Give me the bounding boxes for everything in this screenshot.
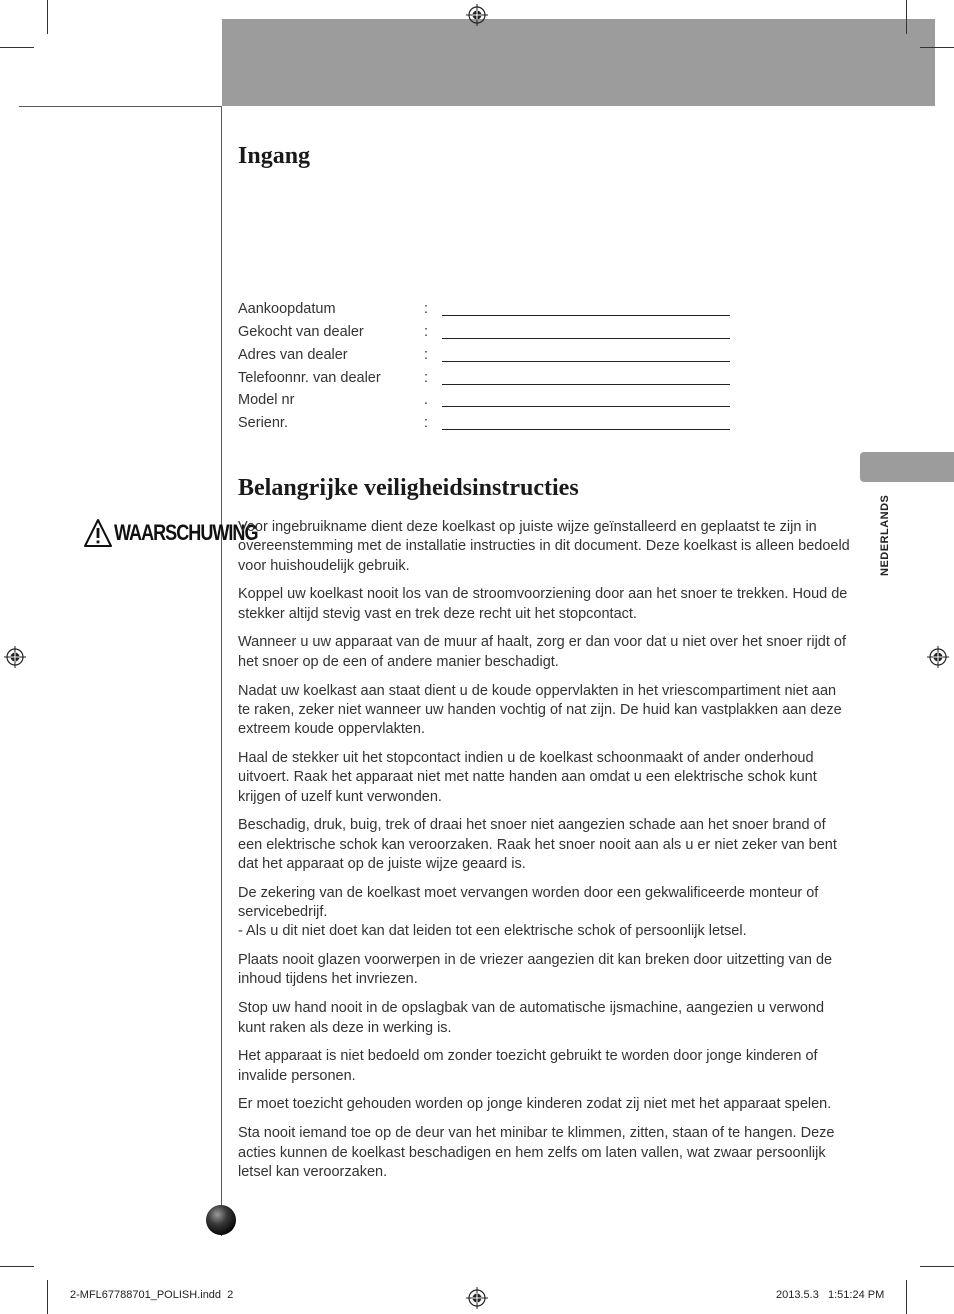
form-row-model-number	[238, 392, 738, 414]
crop-mark	[920, 1266, 954, 1267]
instruction-paragraph	[238, 884, 850, 942]
safety-instructions	[238, 518, 850, 1192]
form-row-dealer-address	[238, 347, 738, 369]
footer-filename: 2-MFL67788701_POLISH.indd	[70, 1289, 222, 1301]
instruction-paragraph: Haal de stekker uit het stopcontact indien u de koelkast schoonmaakt of ander onderhoud uitvoert. Raak het apparaat niet met natte handen aan omdat u een elektrische schok kunt krijgen of uzelf kunt verwonden.	[238, 749, 817, 805]
form-row-dealer	[238, 324, 738, 346]
crop-mark	[920, 47, 954, 48]
registration-mark-icon	[466, 4, 488, 26]
crop-mark	[0, 47, 34, 48]
fuse-note: - Als u dit niet doet kan dat leiden tot een elektrische schok of persoonlijk letsel.	[238, 923, 747, 940]
fuse-paragraph: De zekering van de koelkast moet vervangen worden door een gekwalificeerde monteur of servicebedrijf.	[238, 884, 819, 921]
form-label: Aankoopdatum	[238, 301, 336, 317]
form-separator: :	[424, 324, 429, 340]
form-separator: :	[424, 370, 429, 386]
crop-mark	[906, 0, 907, 34]
instruction-paragraph: Voor ingebruikname dient deze koelkast op juiste wijze geïnstalleerd en geplaatst te zijn in overeenstemming met de installatie instructies in dit document. Deze koelkast is alleen bedoeld voor huishoudelijk gebruik.	[238, 519, 850, 574]
footer-time: 1:51:24 PM	[828, 1289, 885, 1301]
instruction-paragraph: Stop uw hand nooit in de opslagbak van de automatische ijsmachine, aangezien u verwond kunt raken als deze in werking is.	[238, 1000, 825, 1036]
crop-mark	[906, 1280, 907, 1314]
form-fill-line	[442, 429, 730, 430]
instruction-paragraph: Koppel uw koelkast nooit los van de stroomvoorziening door aan het snoer te trekken. Houd de stekker altijd stevig vast en trek deze recht uit het stopcontact.	[238, 586, 848, 622]
form-row-serial-number	[238, 415, 738, 437]
warning-label: WAARSCHUWING	[114, 520, 258, 545]
intro-heading: Ingang	[238, 143, 311, 169]
crop-mark	[0, 1266, 34, 1267]
form-fill-line	[442, 338, 730, 339]
header-band	[222, 19, 935, 106]
crop-mark	[47, 0, 48, 34]
form-fill-line	[442, 361, 730, 362]
form-label: Serienr.	[238, 415, 288, 431]
form-fill-line	[442, 384, 730, 385]
language-tab-label: NEDERLANDS	[879, 494, 891, 576]
form-label: Gekocht van dealer	[238, 324, 364, 340]
form-fill-line	[442, 315, 730, 316]
form-row-purchase-date	[238, 301, 738, 323]
instruction-paragraph: Beschadig, druk, buig, trek of draai het snoer niet aangezien schade aan het snoer brand of een elektrische schok kan veroorzaken. Raak het snoer nooit aan als u er niet zeker van bent dat het apparaat op de juiste wijze geaard is.	[238, 817, 837, 872]
crop-mark	[47, 1280, 48, 1314]
instruction-paragraph: Het apparaat is niet bedoeld om zonder toezicht gebruikt te worden door jonge kinderen of invalide personen.	[238, 1048, 818, 1084]
instruction-paragraph: Wanneer u uw apparaat van de muur af haalt, zorg er dan voor dat u niet over het snoer rijdt of het snoer op de een of andere manier beschadigt.	[238, 634, 847, 670]
form-row-dealer-phone	[238, 370, 738, 392]
form-separator: :	[424, 347, 429, 363]
header-rule	[19, 106, 222, 107]
instruction-paragraph: Plaats nooit glazen voorwerpen in de vriezer aangezien dit kan breken door uitzetting van de inhoud tijdens het invriezen.	[238, 952, 833, 988]
registration-mark-icon	[927, 646, 949, 668]
form-fill-line	[442, 406, 730, 407]
form-separator: :	[424, 301, 429, 317]
instruction-paragraph: Er moet toezicht gehouden worden op jonge kinderen zodat zij niet met het apparaat spelen.	[238, 1096, 832, 1113]
footer-date: 2013.5.3	[776, 1289, 819, 1301]
form-label: Adres van dealer	[238, 347, 348, 363]
form-label: Telefoonnr. van dealer	[238, 370, 381, 386]
instruction-paragraph: Nadat uw koelkast aan staat dient u de koude oppervlakten in het vriescompartiment niet aan te raken, zeker niet wanneer uw handen vochtig of nat zijn. De huid kan vastplakken aan deze extreem koude oppervlakten.	[238, 682, 842, 738]
registration-mark-icon	[466, 1287, 488, 1309]
footer-timestamp	[776, 1289, 884, 1301]
language-tab	[860, 452, 954, 482]
page-marker-ball	[206, 1205, 236, 1235]
footer-page: 2	[227, 1289, 234, 1301]
instruction-paragraph: Sta nooit iemand toe op de deur van het minibar te klimmen, zitten, staan of te hangen. Deze acties kunnen de koelkast beschadigen en hem zelfs om laten vallen, wat zwaar persoonlijk letsel kan veroorzaken.	[238, 1125, 835, 1180]
column-divider	[221, 106, 222, 1236]
safety-heading: Belangrijke veiligheidsinstructies	[238, 475, 579, 501]
form-label: Model nr	[238, 392, 295, 408]
warning-triangle-icon	[84, 518, 112, 548]
footer-file-info	[70, 1289, 233, 1301]
form-separator: .	[424, 392, 429, 408]
form-separator: :	[424, 415, 429, 431]
registration-mark-icon	[4, 646, 26, 668]
